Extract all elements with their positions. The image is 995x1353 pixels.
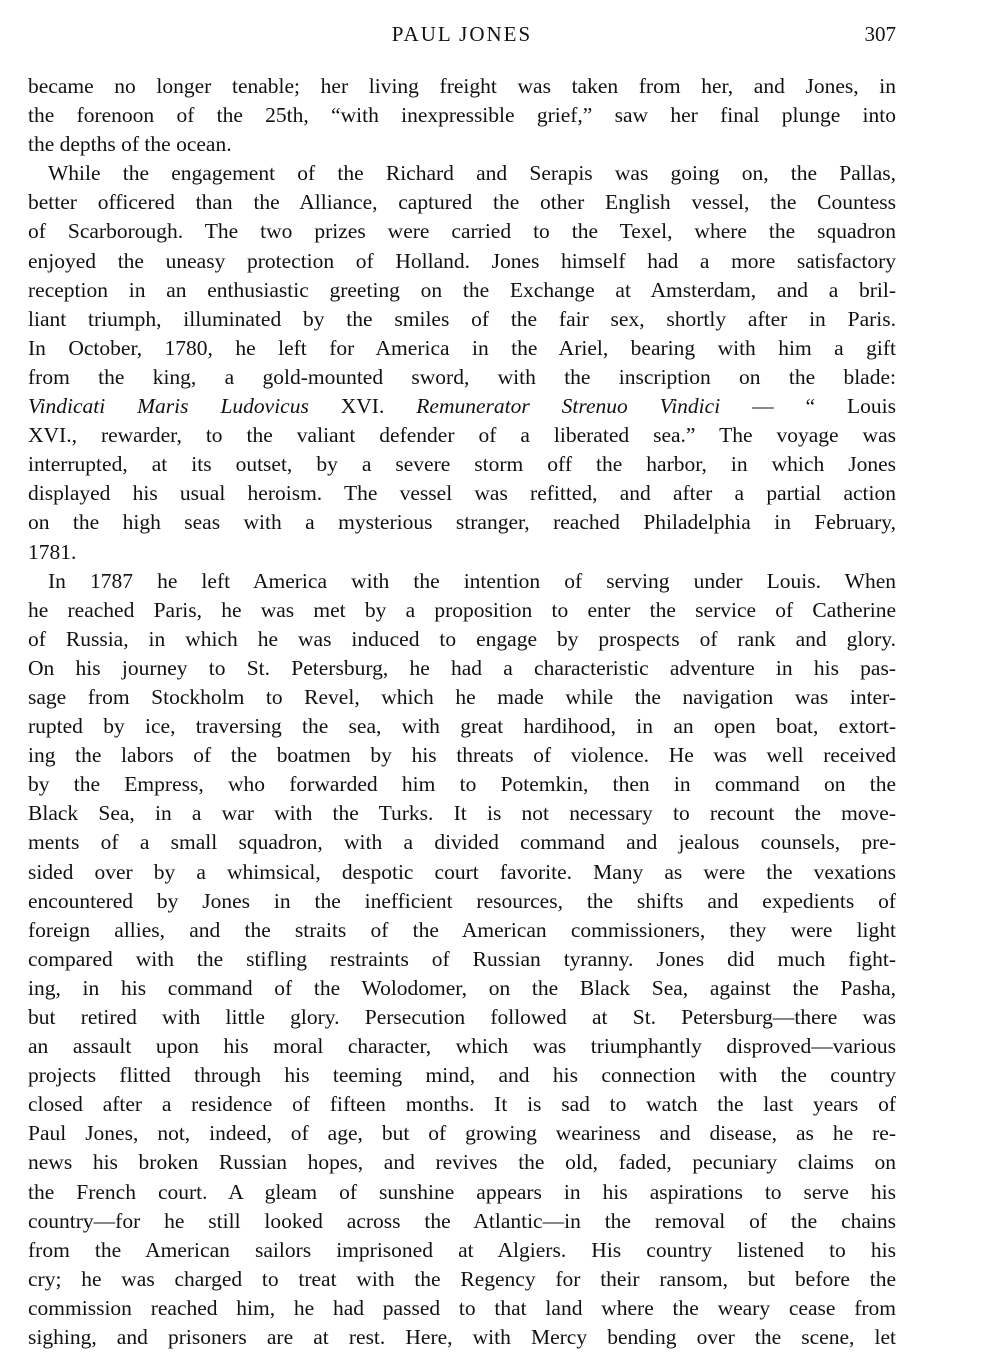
text-line: from the American sailors imprisoned at Algiers. His country listened to his: [28, 1237, 896, 1262]
text-line: foreign allies, and the straits of the American commissioners, they were light: [28, 917, 896, 942]
text-line: liant triumph, illuminated by the smiles of the fair sex, shortly after in Paris.: [28, 306, 896, 331]
text-line: by the Empress, who forwarded him to Potemkin, then in command on the: [28, 772, 896, 797]
text-line: better officered than the Alliance, captured the other English vessel, the Countess: [28, 190, 896, 215]
text-line: of Russia, in which he was induced to engage by prospects of rank and glory.: [28, 626, 896, 651]
text-line: cry; he was charged to treat with the Regency for their ransom, but before the: [28, 1266, 896, 1291]
text-line: an assault upon his moral character, which was triumphantly disproved—various: [28, 1034, 896, 1059]
text-line: Paul Jones, not, indeed, of age, but of growing weariness and disease, as he re-: [28, 1121, 896, 1146]
text-line: sighing, and prisoners are at rest. Here, with Mercy bending over the scene, let: [28, 1325, 896, 1350]
text-line: In 1787 he left America with the intention of serving under Louis. When: [48, 568, 896, 593]
text-line: the French court. A gleam of sunshine appears in his aspirations to serve his: [28, 1179, 896, 1204]
text-line: the depths of the ocean.: [28, 132, 232, 157]
text-line: projects flitted through his teeming mind, and his connection with the country: [28, 1063, 896, 1088]
text-line: interrupted, at its outset, by a severe storm off the harbor, in which Jones: [28, 452, 896, 477]
text-line: 1781.: [28, 539, 77, 564]
running-title: PAUL JONES: [391, 22, 533, 46]
text-line: became no longer tenable; her living freight was taken from her, and Jones, in: [28, 74, 896, 98]
text-line: displayed his usual heroism. The vessel was refitted, and after a partial action: [28, 481, 896, 506]
text-line: sided over by a whimsical, despotic court favorite. Many as were the vexations: [28, 859, 896, 884]
text-line: enjoyed the uneasy protection of Holland. Jones himself had a more satisfactory: [28, 248, 896, 273]
text-line: on the high seas with a mysterious stranger, reached Philadelphia in February,: [28, 510, 896, 535]
text-line: In October, 1780, he left for America in the Ariel, bearing with him a gift: [28, 335, 896, 360]
text-line: but retired with little glory. Persecution followed at St. Petersburg—there was: [28, 1005, 896, 1029]
text-line: closed after a residence of fifteen months. It is sad to watch the last years of: [28, 1092, 896, 1117]
text-line: news his broken Russian hopes, and revives the old, faded, pecuniary claims on: [28, 1150, 896, 1175]
italic-text-segment: Remunerator Strenuo Vindici: [416, 394, 721, 419]
text-line: of Scarborough. The two prizes were carried to the Texel, where the squadron: [28, 219, 896, 244]
text-line: the forenoon of the 25th, “with inexpressible grief,” saw her final plunge into: [28, 103, 896, 128]
text-line: from the king, a gold-mounted sword, with the inscription on the blade:: [28, 364, 896, 389]
page-number: 307: [864, 22, 896, 46]
text-line: XVI., rewarder, to the valiant defender of a liberated sea.” The voyage was: [28, 423, 896, 448]
text-line: On his journey to St. Petersburg, he had a characteristic adventure in his pas-: [28, 655, 896, 680]
text-line: ments of a small squadron, with a divided command and jealous counsels, pre-: [28, 830, 896, 855]
page-header: [28, 22, 896, 52]
body-text: [28, 72, 896, 1352]
italic-text-segment: Vindicati Maris Ludovicus: [28, 394, 309, 419]
text-line: ing the labors of the boatmen by his threats of violence. He was well received: [28, 743, 896, 768]
text-segment: — “ Louis: [720, 394, 896, 419]
text-line: reception in an enthusiastic greeting on the Exchange at Amsterdam, and a bril-: [28, 277, 896, 302]
text-line: encountered by Jones in the inefficient resources, the shifts and expedients of: [28, 888, 896, 913]
text-line: While the engagement of the Richard and Serapis was going on, the Pallas,: [48, 161, 896, 186]
text-line: he reached Paris, he was met by a proposition to enter the service of Catherine: [28, 597, 896, 622]
text-line: rupted by ice, traversing the sea, with great hardihood, in an open boat, extort-: [28, 714, 896, 739]
text-line: country—for he still looked across the Atlantic—in the removal of the chains: [28, 1208, 896, 1233]
text-line: [28, 392, 896, 421]
text-segment: XVI.: [308, 394, 417, 419]
text-line: compared with the stifling restraints of Russian tyranny. Jones did much fight-: [28, 946, 896, 971]
text-line: commission reached him, he had passed to that land where the weary cease from: [28, 1295, 896, 1320]
text-line: ing, in his command of the Wolodomer, on the Black Sea, against the Pasha,: [28, 975, 896, 1000]
text-line: Black Sea, in a war with the Turks. It is not necessary to recount the move-: [28, 801, 896, 826]
text-line: sage from Stockholm to Revel, which he made while the navigation was inter-: [28, 684, 896, 709]
